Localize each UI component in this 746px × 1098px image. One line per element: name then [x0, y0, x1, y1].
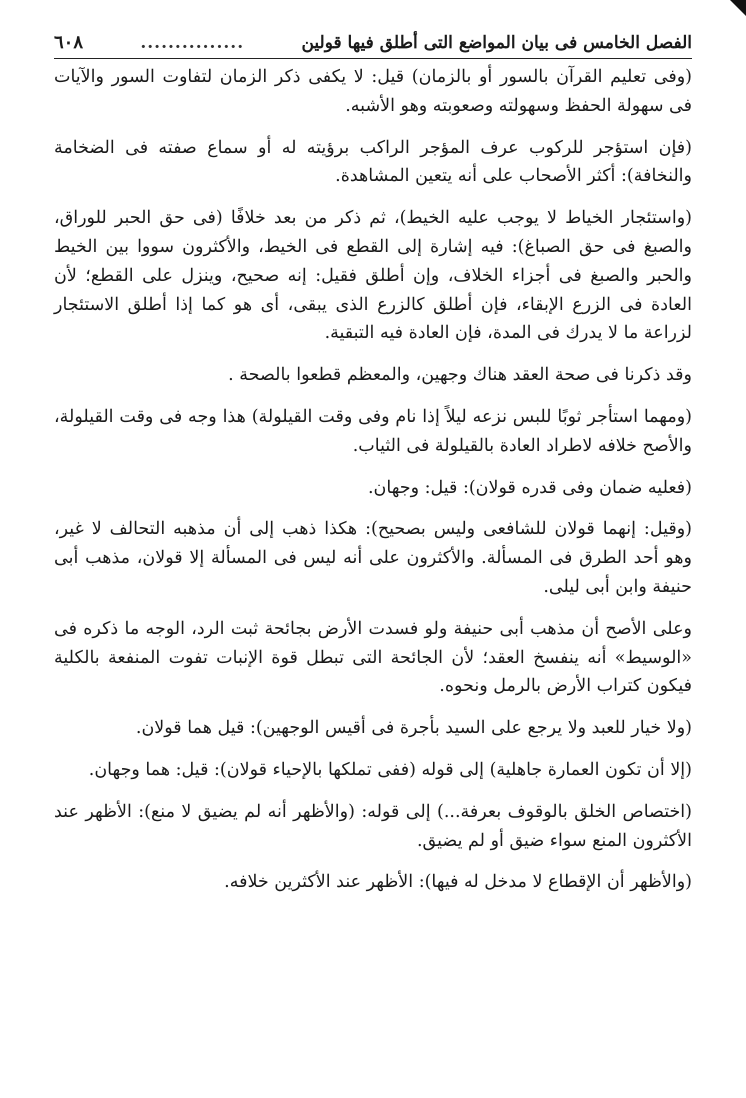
paragraph: وقد ذكرنا فى صحة العقد هناك وجهين، والمعظم قطعوا بالصحة . [228, 365, 692, 386]
paragraph: (ومهما استأجر ثوبًا للبس نزعه ليلاً إذا نام وفى وقت القيلولة) هذا وجه فى وقت القيلولة، والأصح خلافه لاطراد العادة بالقيلولة فى الثياب. [54, 406, 692, 456]
paragraph: (والأظهر أن الإقطاع لا مدخل له فيها): الأظهر عند الأكثرين خلافه. [224, 872, 692, 893]
header-rule [54, 58, 692, 59]
body-text [54, 63, 692, 897]
header-leader-dots: ............... [140, 33, 245, 53]
page-corner-mark [730, 0, 746, 16]
paragraph: (إلا أن تكون العمارة جاهلية) إلى قوله (ففى تملكها بالإحياء قولان): قيل: هما وجهان. [88, 759, 692, 780]
paragraph: (فعليه ضمان وفى قدره قولان): قيل: وجهان. [367, 477, 692, 498]
header-title: الفصل الخامس فى بيان المواضع التى أطلق فيها قولين [301, 33, 692, 53]
page-number: ٦٠٨ [54, 32, 84, 53]
paragraph: (ولا خيار للعبد ولا يرجع على السيد بأجرة فى أقيس الوجهين): قيل هما قولان. [135, 718, 692, 739]
paragraph: (واستئجار الخياط لا يوجب عليه الخيط)، ثم ذكر من بعد خلافًا (فى حق الحبر للوراق، والصبغ فى حق الصباغ): فيه إشارة إلى القطع فى الخيط، والأكثرون سووا بين الخيط والحبر والصبغ فى أجزاء الخلاف، وإن أطلق فقيل: إنه صحيح، وينزل على القطع؛ لأن العادة فى الزرع الإبقاء، فإن أطلق كالزرع الذى يبقى، أى هو كما إذا أطلق الاستئجار لزراعة ما لا يدرك فى المدة، فإن العادة فيه التبقية. [54, 208, 692, 344]
paragraph: وعلى الأصح أن مذهب أبى حنيفة ولو فسدت الأرض بجائحة ثبت الرد، الوجه ما ذكره فى «الوسيط» أنه ينفسخ العقد؛ لأن الجائحة التى تبطل قوة الإنبات تفوت المنفعة بالكلية فيكون كتراب الأرض بالرمل ونحوه. [54, 618, 692, 697]
running-header [54, 28, 692, 58]
book-page [54, 28, 692, 910]
paragraph: (وقيل: إنهما قولان للشافعى وليس بصحيح): هكذا ذهب إلى أن مذهبه التحالف لا غير، وهو أحد الطرق فى المسألة. والأكثرون على أنه ليس فى المسألة إلا قولان، مذهب أبى حنيفة وابن أبى ليلى. [54, 519, 692, 597]
paragraph: (اختصاص الخلق بالوقوف بعرفة...) إلى قوله: (والأظهر أنه لم يضيق لا منع): الأظهر عند الأكثرون المنع سواء ضيق أو لم يضيق. [54, 801, 692, 851]
paragraph: (فإن استؤجر للركوب عرف المؤجر الراكب برؤيته له أو سماع صفته فى الضخامة والنخافة): أكثر الأصحاب على أنه يتعين المشاهدة. [54, 137, 692, 187]
paragraph: (وفى تعليم القرآن بالسور أو بالزمان) قيل: لا يكفى ذكر الزمان لتفاوت السور والآيات فى سهولة الحفظ وسهولته وصعوبته وهو الأشبه. [54, 67, 692, 116]
